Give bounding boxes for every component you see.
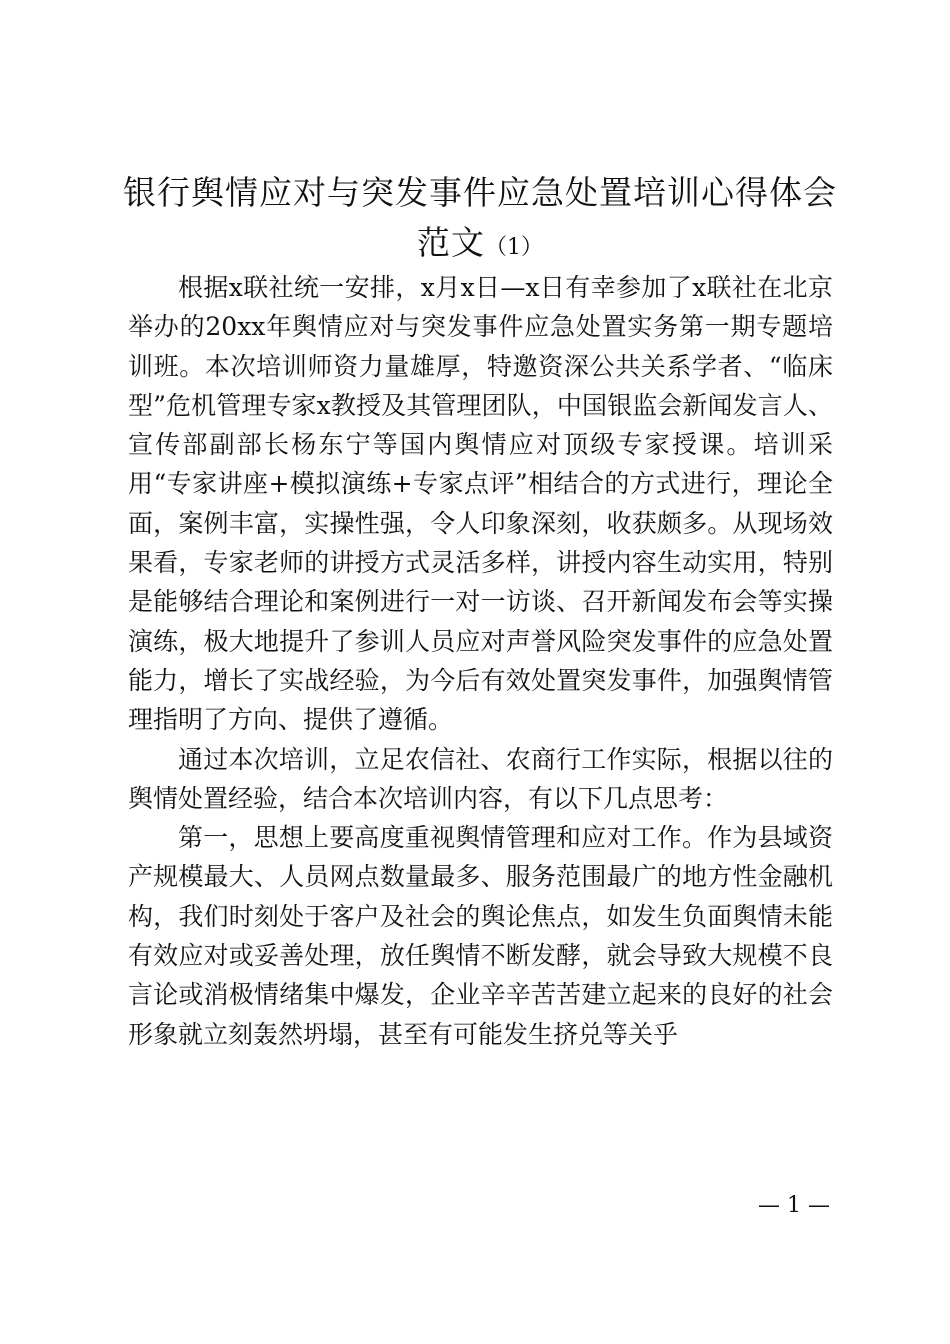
- paragraph-1: 根据x联社统一安排，x月x日—x日有幸参加了x联社在北京举办的20xx年舆情应对与突发事件应急处置实务第一期专题培训班。本次培训师资力量雄厚，特邀资深公共关系学者、“临床型”危机管理专家x教授及其管理团队，中国银监会新闻发言人、宣传部副部长杨东宁等国内舆情应对顶级专家授课。培训采用“专家讲座+模拟演练+专家点评”相结合的方式进行，理论全面，案例丰富，实操性强，令人印象深刻，收获颇多。从现场效果看，专家老师的讲授方式灵活多样，讲授内容生动实用，特别是能够结合理论和案例进行一对一访谈、召开新闻发布会等实操演练，极大地提升了参训人员应对声誉风险突发事件的应急处置能力，增长了实战经验，为今后有效处置突发事件，加强舆情管理指明了方向、提供了遵循。: [128, 273, 833, 735]
- page-number: — 1 —: [758, 1193, 830, 1218]
- title-main: 银行舆情应对与突发事件应急处置培训心得体会范文: [123, 173, 837, 262]
- document-title: [110, 168, 850, 273]
- title-suffix: （1）: [485, 235, 543, 260]
- paragraph-3: 第一，思想上要高度重视舆情管理和应对工作。作为县域资产规模最大、人员网点数量最多、服务范围最广的地方性金融机构，我们时刻处于客户及社会的舆论焦点，如发生负面舆情未能有效应对或妥善处理，放任舆情不断发酵，就会导致大规模不良言论或消极情绪集中爆发，企业辛辛苦苦建立起来的良好的社会形象就立刻轰然坍塌，甚至有可能发生挤兑等关乎: [128, 823, 833, 1049]
- document-body: [128, 268, 833, 1054]
- paragraph-2: 通过本次培训，立足农信社、农商行工作实际，根据以往的舆情处置经验，结合本次培训内容，有以下几点思考：: [128, 744, 833, 813]
